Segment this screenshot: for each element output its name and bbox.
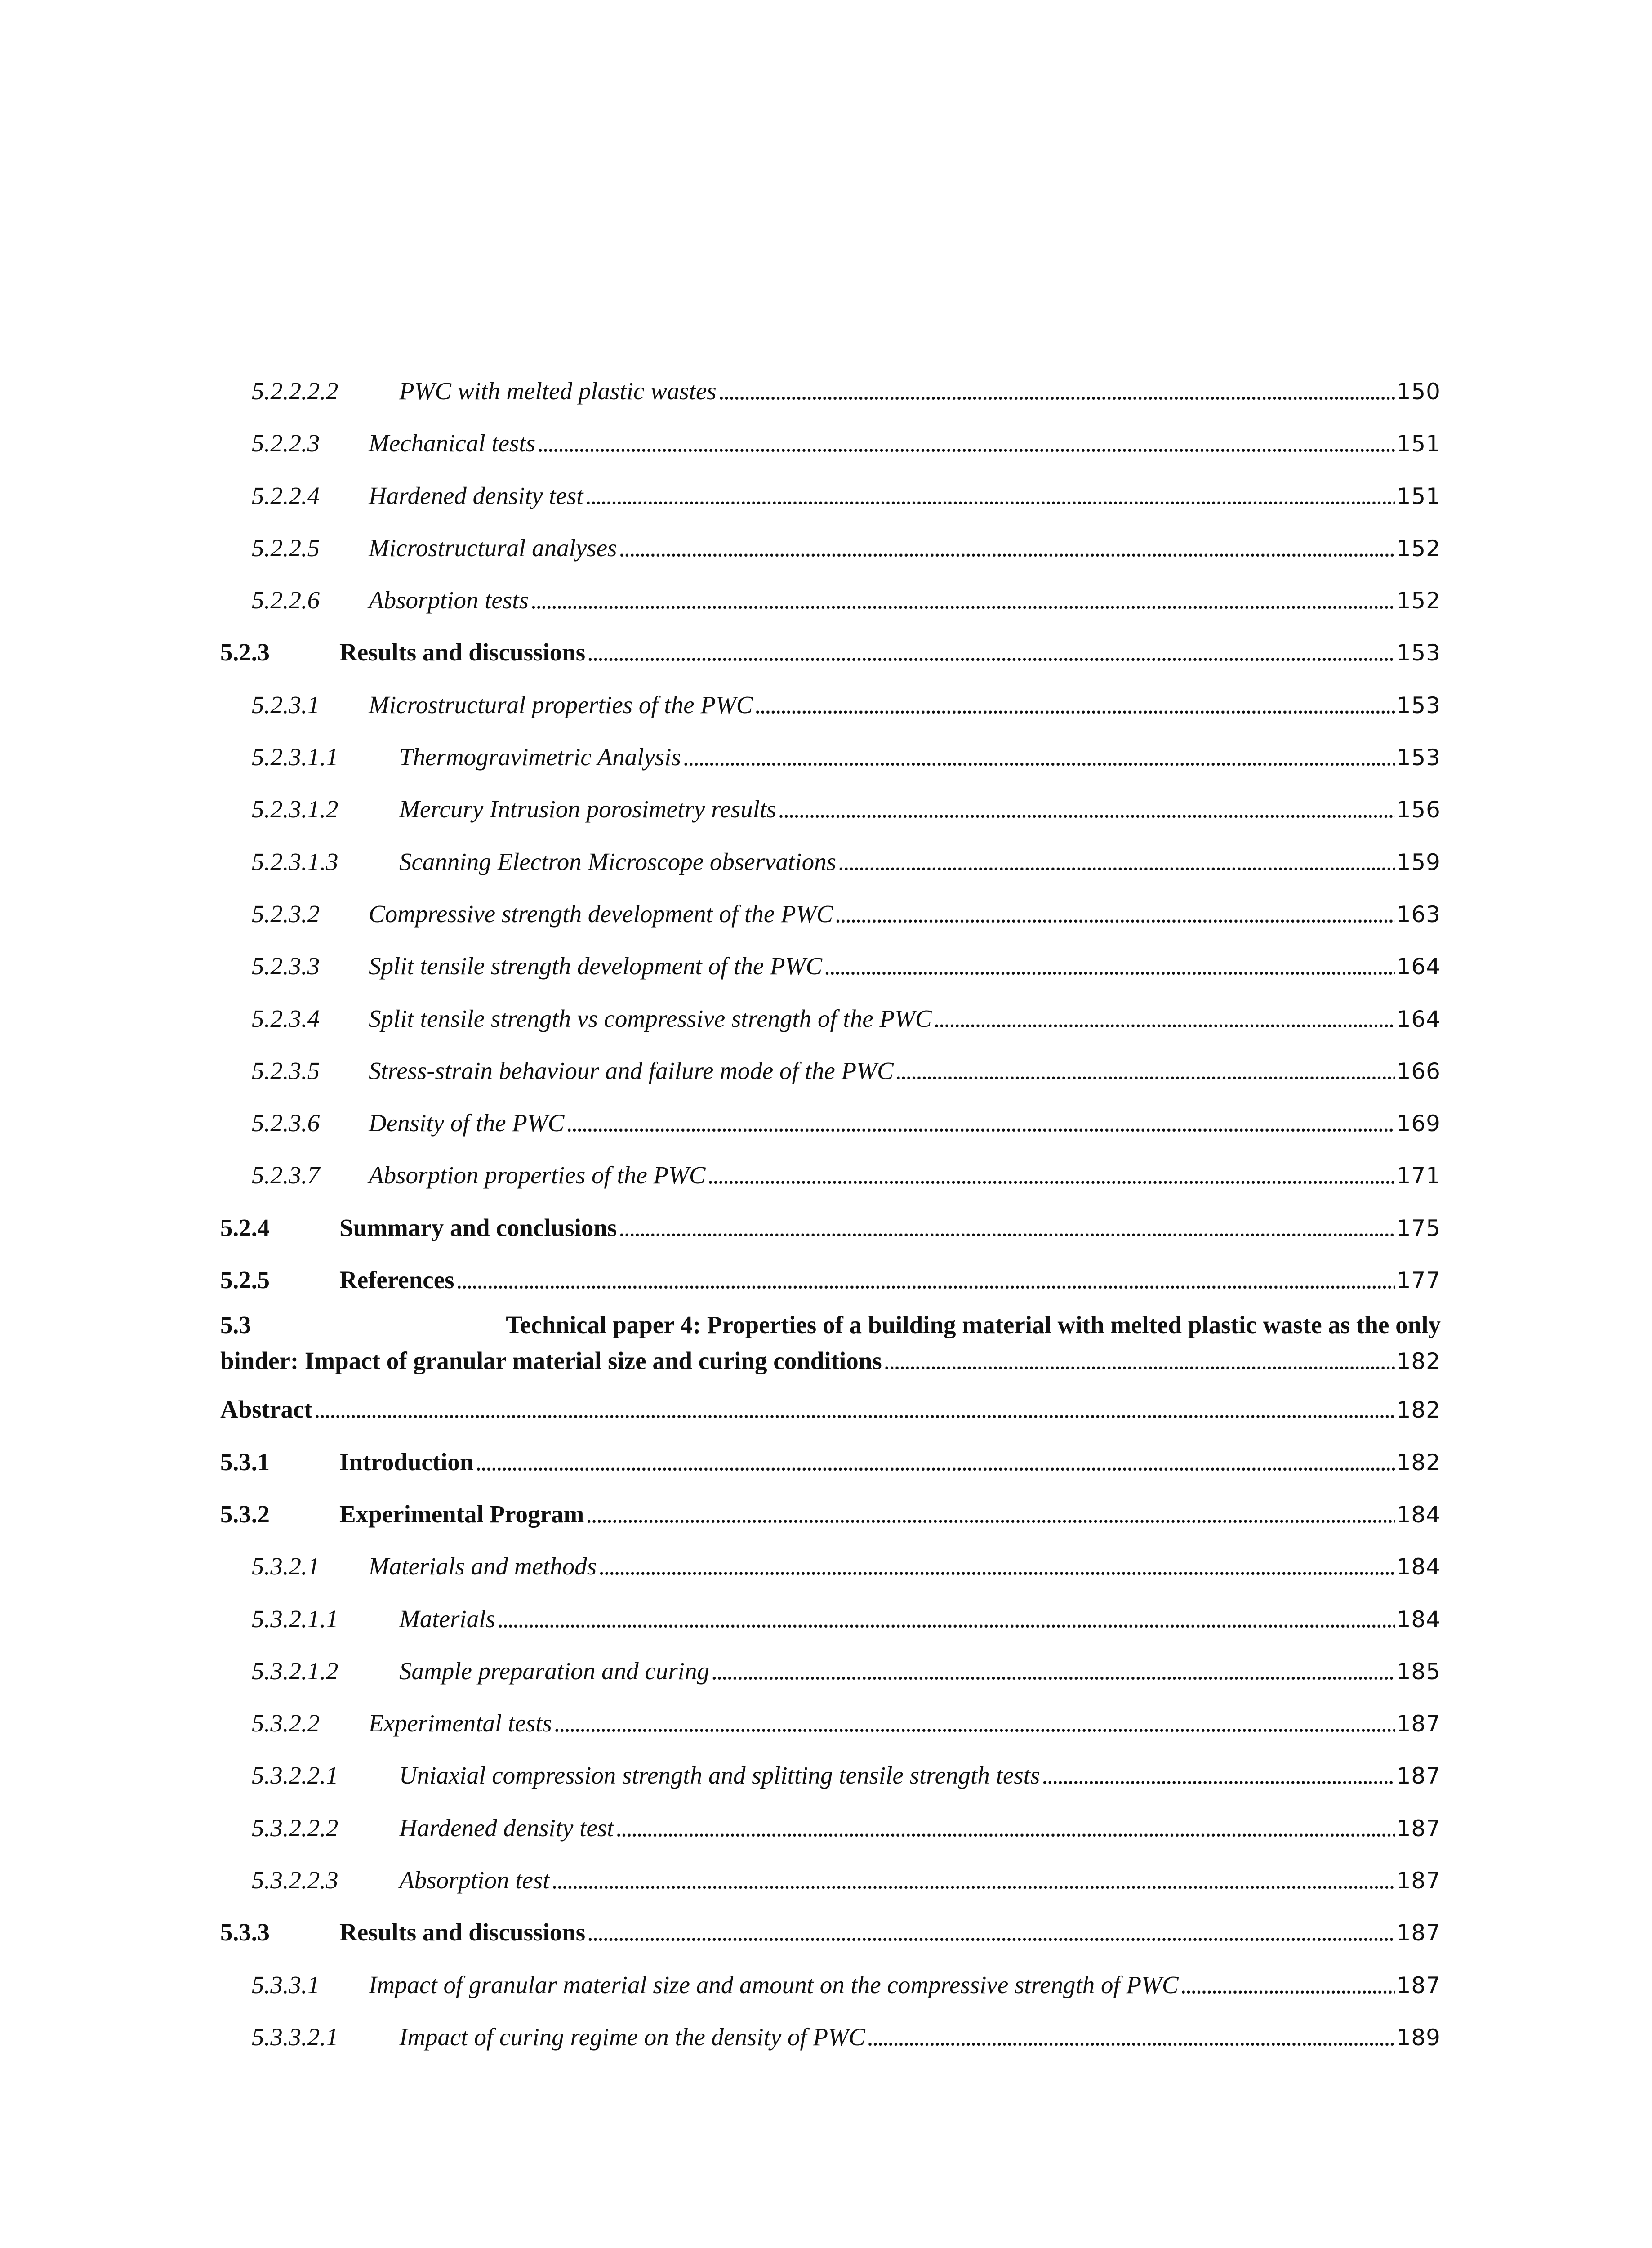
toc-entry-page: 151	[1396, 431, 1441, 457]
toc-entry[interactable]	[220, 679, 1441, 731]
toc-entry-number: 5.2.2.6	[252, 586, 320, 614]
toc-entry-title: Abstract	[220, 1396, 312, 1423]
dot-leader	[586, 1488, 1394, 1540]
toc-entry-title-line1: Technical paper 4: Properties of a building material with melted plastic waste as the only	[506, 1311, 1441, 1339]
toc-entry-page: 175	[1396, 1215, 1441, 1241]
toc-entry-title: Impact of granular material size and amount on the compressive strength of PWC	[369, 1971, 1179, 1998]
toc-entry[interactable]	[220, 1540, 1441, 1592]
toc-entry-title: Mechanical tests	[369, 429, 536, 457]
table-of-contents	[220, 365, 1441, 2063]
toc-entry-page: 163	[1396, 901, 1441, 928]
toc-entry-number: 5.3.3.1	[252, 1971, 320, 1998]
toc-entry[interactable]	[220, 365, 1441, 417]
toc-entry-number: 5.3.2.1.1	[252, 1605, 338, 1632]
toc-entry[interactable]	[220, 522, 1441, 574]
toc-entry-title: Microstructural analyses	[369, 534, 617, 562]
toc-entry-number: 5.2.2.2.2	[252, 377, 338, 405]
toc-entry[interactable]	[220, 993, 1441, 1045]
toc-entry-number: 5.3.2.2.3	[252, 1866, 338, 1894]
toc-entry-page: 151	[1396, 483, 1441, 509]
toc-entry-title: Split tensile strength development of the PWC	[369, 952, 823, 980]
dot-leader	[718, 365, 1395, 417]
dot-leader	[616, 1802, 1395, 1854]
toc-entry[interactable]	[220, 1202, 1441, 1254]
toc-entry-title: Split tensile strength vs compressive strength of the PWC	[369, 1004, 932, 1032]
dot-leader	[867, 2011, 1395, 2063]
toc-entry-number: 5.3.2	[220, 1500, 270, 1528]
toc-entry[interactable]	[220, 1149, 1441, 1201]
toc-entry[interactable]	[220, 1593, 1441, 1645]
toc-entry-title: Sample preparation and curing	[399, 1657, 709, 1685]
toc-entry-page: 171	[1396, 1163, 1441, 1189]
dot-leader	[554, 1697, 1395, 1749]
toc-entry-number: 5.3.3	[220, 1918, 270, 1946]
dot-leader	[598, 1540, 1394, 1592]
toc-entry-title: Experimental tests	[369, 1709, 552, 1737]
toc-entry-page: 187	[1396, 1711, 1441, 1737]
toc-entry-number: 5.2.3.3	[252, 952, 320, 980]
toc-entry[interactable]	[220, 836, 1441, 888]
toc-entry-page: 164	[1396, 954, 1441, 980]
toc-entry[interactable]	[220, 1097, 1441, 1149]
dot-leader	[708, 1149, 1395, 1201]
toc-entry-page: 182	[1396, 1348, 1441, 1375]
toc-entry-page: 189	[1396, 2024, 1441, 2051]
toc-entry-title: Density of the PWC	[369, 1109, 565, 1137]
dot-leader	[835, 888, 1394, 940]
toc-entry-title: Absorption tests	[369, 586, 529, 614]
toc-entry[interactable]	[220, 1645, 1441, 1697]
dot-leader	[537, 417, 1394, 469]
toc-entry-number: 5.3.3.2.1	[252, 2023, 338, 2051]
toc-entry-title: Hardened density test	[399, 1814, 614, 1842]
toc-entry-number: 5.3.2.2.1	[252, 1762, 338, 1789]
toc-entry[interactable]	[220, 1383, 1441, 1436]
toc-entry-number: 5.2.3.2	[252, 900, 320, 928]
toc-entry-number: 5.3.2.1	[252, 1552, 320, 1580]
toc-entry-number: 5.3.2.1.2	[252, 1657, 338, 1685]
dot-leader	[683, 731, 1395, 783]
toc-entry[interactable]	[220, 783, 1441, 835]
toc-entry[interactable]	[220, 1906, 1441, 1958]
toc-entry[interactable]	[220, 626, 1441, 678]
toc-entry-page: 187	[1396, 1920, 1441, 1946]
toc-entry-number: 5.2.3.1.1	[252, 743, 338, 771]
toc-entry-title: Thermogravimetric Analysis	[399, 743, 681, 771]
toc-entry-number: 5.2.5	[220, 1266, 270, 1294]
toc-entry-page: 150	[1396, 379, 1441, 405]
toc-entry-page: 159	[1396, 849, 1441, 875]
toc-entry-number: 5.2.3.6	[252, 1109, 320, 1137]
toc-entry[interactable]	[220, 1854, 1441, 1906]
toc-entry-title: Compressive strength development of the PWC	[369, 900, 833, 928]
toc-entry-page: 184	[1396, 1554, 1441, 1580]
dot-leader	[778, 783, 1395, 835]
dot-leader	[884, 1342, 1395, 1380]
toc-entry[interactable]	[220, 1802, 1441, 1854]
toc-entry-title: Experimental Program	[339, 1500, 584, 1528]
toc-entry-page: 177	[1396, 1267, 1441, 1294]
toc-entry-number: 5.2.2.5	[252, 534, 320, 562]
toc-entry-page: 187	[1396, 1815, 1441, 1842]
toc-entry-page: 182	[1396, 1397, 1441, 1423]
toc-entry[interactable]	[220, 1697, 1441, 1749]
toc-entry-title: References	[339, 1266, 454, 1294]
toc-entry-title: Stress-strain behaviour and failure mode of the PWC	[369, 1057, 894, 1084]
toc-entry-title: Materials	[399, 1605, 495, 1632]
dot-leader	[619, 522, 1395, 574]
dot-leader	[754, 679, 1394, 731]
toc-entry-page: 153	[1396, 692, 1441, 718]
toc-entry-page: 187	[1396, 1972, 1441, 1998]
dot-leader	[711, 1645, 1395, 1697]
dot-leader	[838, 836, 1395, 888]
toc-entry-page: 169	[1396, 1111, 1441, 1137]
toc-entry-number: 5.2.3.1	[252, 691, 320, 718]
toc-entry-number: 5.2.3.1.2	[252, 795, 338, 823]
toc-entry-number: 5.2.2.4	[252, 482, 320, 509]
toc-entry[interactable]	[220, 470, 1441, 522]
toc-entry[interactable]	[220, 1045, 1441, 1097]
toc-entry-number: 5.3.2.2	[252, 1709, 320, 1737]
toc-entry[interactable]	[220, 888, 1441, 940]
toc-entry-title: Hardened density test	[369, 482, 583, 509]
dot-leader	[497, 1593, 1395, 1645]
toc-entry-title: Uniaxial compression strength and splitting tensile strength tests	[399, 1762, 1040, 1789]
dot-leader	[476, 1436, 1395, 1488]
toc-entry-title: Results and discussions	[339, 638, 586, 666]
toc-entry-title: Scanning Electron Microscope observations	[399, 847, 836, 875]
dot-leader	[934, 993, 1395, 1045]
toc-entry[interactable]	[220, 940, 1441, 992]
toc-entry[interactable]	[220, 1488, 1441, 1540]
toc-entry[interactable]	[220, 1749, 1441, 1802]
dot-leader	[566, 1097, 1394, 1149]
dot-leader	[587, 1906, 1394, 1958]
toc-entry-page: 184	[1396, 1501, 1441, 1528]
toc-entry[interactable]	[220, 731, 1441, 783]
toc-entry-page: 184	[1396, 1606, 1441, 1632]
toc-entry[interactable]	[220, 1959, 1441, 2011]
toc-entry-number: 5.2.3.1.3	[252, 847, 338, 875]
dot-leader	[587, 626, 1394, 678]
dot-leader	[824, 940, 1394, 992]
toc-entry[interactable]	[220, 2011, 1441, 2063]
toc-entry-number: 5.2.3.5	[252, 1057, 320, 1084]
toc-entry[interactable]	[220, 417, 1441, 469]
toc-entry-page: 182	[1396, 1449, 1441, 1476]
toc-entry-title: Summary and conclusions	[339, 1213, 617, 1241]
toc-entry-page: 185	[1396, 1658, 1441, 1685]
toc-entry-page: 152	[1396, 588, 1441, 614]
dot-leader	[1180, 1959, 1395, 2011]
toc-entry-page: 164	[1396, 1006, 1441, 1032]
toc-entry-title: PWC with melted plastic wastes	[399, 377, 717, 405]
dot-leader	[456, 1254, 1395, 1306]
toc-entry-page: 166	[1396, 1058, 1441, 1084]
toc-entry-title: Mercury Intrusion porosimetry results	[399, 795, 776, 823]
toc-entry-number: 5.2.3.4	[252, 1004, 320, 1032]
toc-entry-number: 5.3	[220, 1311, 251, 1339]
dot-leader	[552, 1854, 1395, 1906]
toc-entry-page: 152	[1396, 535, 1441, 562]
toc-entry[interactable]	[220, 1436, 1441, 1488]
dot-leader	[619, 1202, 1394, 1254]
toc-section-heading[interactable]	[220, 1306, 1441, 1383]
toc-entry-page: 156	[1396, 797, 1441, 823]
toc-entry-number: 5.2.4	[220, 1213, 270, 1241]
toc-entry-title: Materials and methods	[369, 1552, 597, 1580]
toc-entry-page: 153	[1396, 640, 1441, 666]
toc-entry-title: Absorption test	[399, 1866, 550, 1894]
toc-entry-title: Introduction	[339, 1448, 474, 1476]
toc-entry-number: 5.2.3.7	[252, 1161, 320, 1189]
toc-entry-number: 5.2.2.3	[252, 429, 320, 457]
toc-entry-title-line2: binder: Impact of granular material size and curing conditions	[220, 1347, 882, 1375]
dot-leader	[530, 574, 1395, 626]
toc-entry-title: Microstructural properties of the PWC	[369, 691, 753, 718]
toc-entry-title: Results and discussions	[339, 1918, 586, 1946]
toc-entry-number: 5.3.2.2.2	[252, 1814, 338, 1842]
dot-leader	[585, 470, 1395, 522]
dot-leader	[1042, 1749, 1394, 1802]
toc-entry-number: 5.3.1	[220, 1448, 270, 1476]
dot-leader	[314, 1383, 1395, 1436]
toc-entry[interactable]	[220, 1254, 1441, 1306]
toc-entry-page: 187	[1396, 1763, 1441, 1789]
toc-entry-number: 5.2.3	[220, 638, 270, 666]
toc-entry[interactable]	[220, 574, 1441, 626]
toc-entry-title: Absorption properties of the PWC	[369, 1161, 706, 1189]
dot-leader	[895, 1045, 1395, 1097]
toc-entry-page: 187	[1396, 1868, 1441, 1894]
toc-entry-page: 153	[1396, 745, 1441, 771]
toc-entry-title: Impact of curing regime on the density of PWC	[399, 2023, 865, 2051]
